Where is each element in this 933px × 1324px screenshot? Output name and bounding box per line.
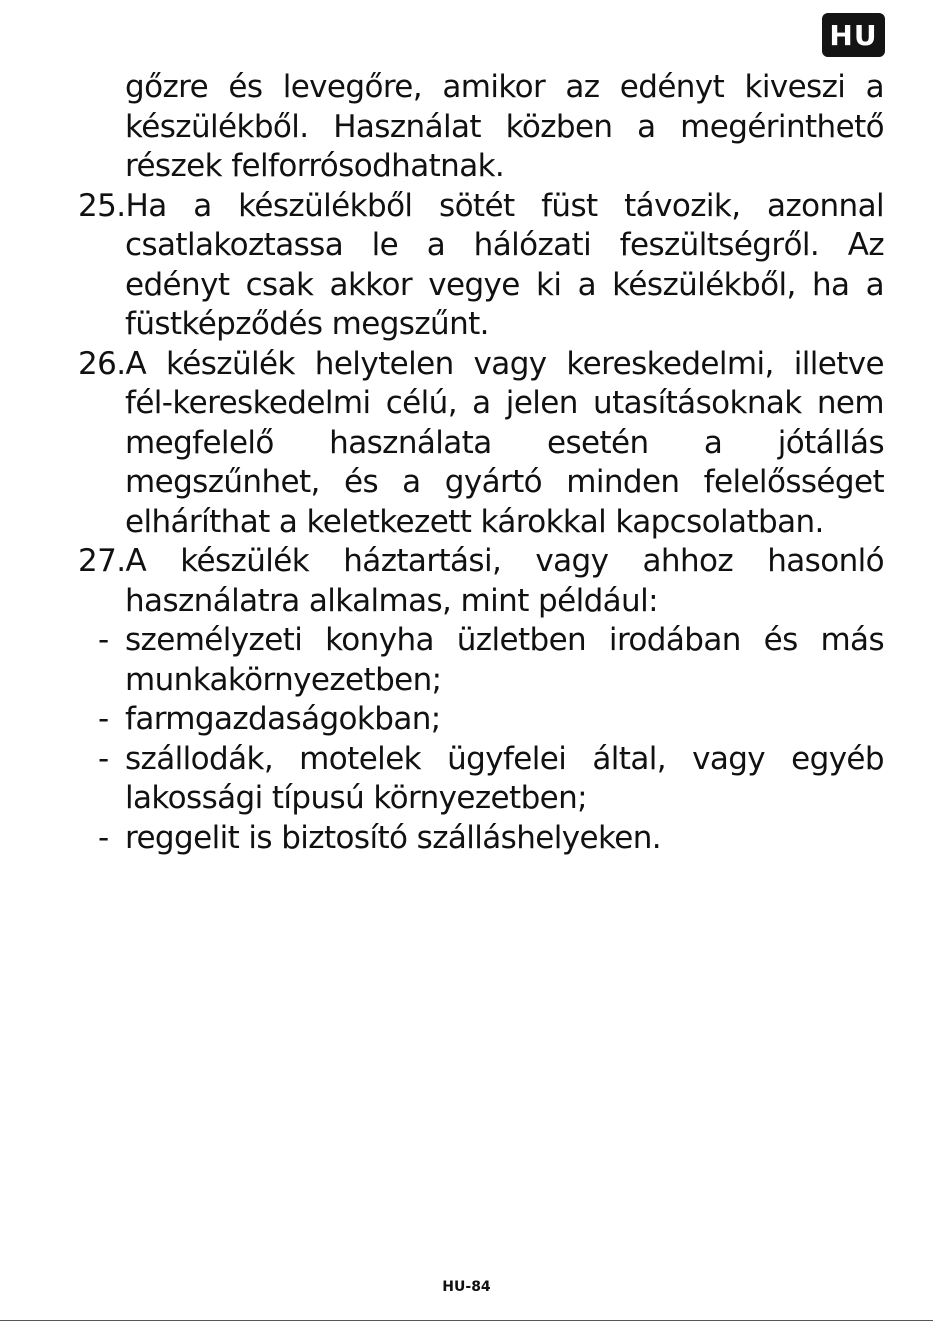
item-text: A készülék háztartási, vagy ahhoz hasonló használatra alkalmas, mint például: — [125, 543, 884, 619]
list-item-27 — [78, 542, 884, 621]
list-item-26 — [78, 345, 884, 543]
dash-marker: - — [98, 622, 109, 658]
bullet-item — [78, 819, 884, 859]
list-item-25 — [78, 187, 884, 345]
bullet-item — [78, 700, 884, 740]
item-number: 27. — [78, 543, 126, 579]
dash-marker: - — [98, 819, 109, 856]
bottom-divider — [0, 1320, 933, 1321]
bullet-text: farmgazdaságokban; — [125, 701, 441, 737]
dash-marker: - — [98, 740, 109, 777]
dash-marker: - — [98, 701, 109, 737]
page-number: HU-84 — [442, 1279, 491, 1295]
bullet-text: személyzeti konyha üzletben irodában és más munkakörnyezetben; — [125, 622, 884, 698]
continuation-paragraph: gőzre és levegőre, amikor az edényt kiveszi a készülékből. Használat közben a megérinthető részek felforrósodhatnak. — [125, 69, 884, 184]
bullet-item — [78, 621, 884, 700]
bullet-text: reggelit is biztosító szálláshelyeken. — [125, 819, 662, 856]
instructions-body — [78, 68, 884, 858]
item-number: 26. — [78, 345, 126, 382]
item-text: Ha a készülékből sötét füst távozik, azonnal csatlakoztassa le a hálózati feszültségről. Az edényt csak akkor vegye ki a készülékből, ha a füstképződés megszűnt. — [125, 187, 884, 342]
item-number: 25. — [78, 187, 126, 224]
bullet-text: szállodák, motelek ügyfelei által, vagy egyéb lakossági típusú környezetben; — [125, 740, 884, 816]
language-badge: HU — [822, 13, 885, 57]
bullet-item — [78, 740, 884, 819]
item-text: A készülék helytelen vagy kereskedelmi, illetve fél-kereskedelmi célú, a jelen utasításoknak nem megfelelő használata esetén a jótállás megszűnhet, és a gyártó minden felelősséget elháríthat a keletkezett károkkal kapcsolatban. — [125, 345, 884, 540]
